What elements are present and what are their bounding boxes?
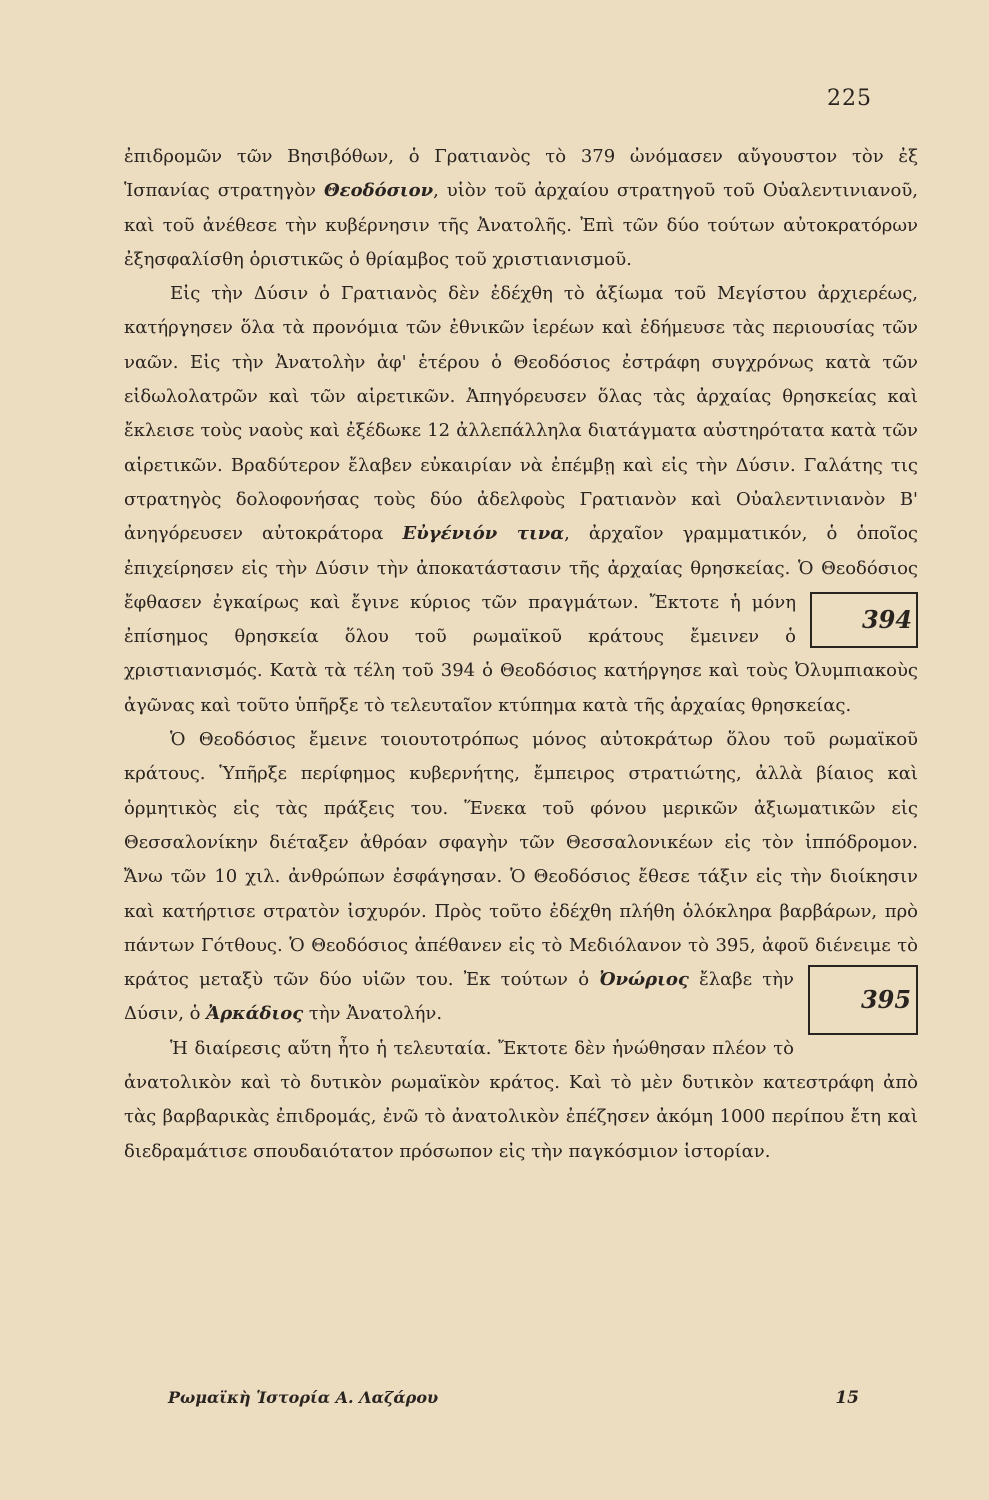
- paragraph-2: Εἰς τὴν Δύσιν ὁ Γρατιανὸς δὲν ἐδέχθη τὸ ἀξίωμα τοῦ Μεγίστου ἀρχιερέως, κατήργησεν ὅλα τὰ προνόμια τῶν ἐθνικῶν ἱερέων καὶ ἐδήμευσε τὰς περιουσίας τῶν ναῶν. Εἰς τὴν Ἀνατολὴν ἀφ' ἑτέρου ὁ Θεοδόσιος ἐστράφη συγχρόνως κατὰ τῶν εἰδωλολατρῶν καὶ τῶν αἱρετικῶν. Ἀπηγόρευσεν ὅλας τὰς ἀρχαίας θρησκείας καὶ ἔκλεισε τοὺς ναοὺς καὶ ἐξέδωκε 12 ἀλλεπάλληλα διατάγματα αὐστηρότατα κατὰ τῶν αἱρετικῶν. Βραδύτερον ἔλαβεν εὐκαιρίαν νὰ ἐπέμβῃ καὶ εἰς τὴν Δύσιν. Γαλάτης τις στρατηγὸς δολοφονήσας τοὺς δύο ἀδελφοὺς Γρατιανὸν καὶ Οὐαλεντινιανὸν Β' ἀνηγόρευσεν αὐτοκράτορα Εὐγένιόν τινα, ἀρχαῖον γραμματικόν, ὁ ὁποῖος ἐπιχείρησεν εἰς τὴν Δύσιν τὴν ἀποκατάστασιν τῆς ἀρχαίας θρησκείας. Ὁ Θεοδόσιος ἔφθασεν ἐγκαίρως καὶ ἔγινε κύριος τῶν πραγμάτων. 394 Ἔκτοτε ἡ μόνη ἐπίσημος θρησκεία ὅλου τοῦ ρωμαϊκοῦ κράτους ἔμεινεν ὁ χριστιανισμός. Κατὰ τὰ τέλη τοῦ 394 ὁ Θεοδόσιος κατήργησε καὶ τοὺς Ὀλυμπιακοὺς ἀγῶνας καὶ τοῦτο ὑπῆρξε τὸ τελευταῖον κτύπημα κατὰ τῆς ἀρχαίας θρησκείας.: [124, 283, 918, 716]
- emphasis-arcadius: Ἀρκάδιος: [206, 1003, 304, 1025]
- page-number: 225: [827, 86, 872, 111]
- paragraph-4: Ἡ διαίρεσις αὕτη ἦτο ἡ τελευταία. Ἔκτοτε δὲν ἡνώθησαν πλέον τὸ ἀνατολικὸν καὶ τὸ δυτικὸν ρωμαϊκὸν κράτος. Καὶ τὸ μὲν δυτικὸν κατεστράφη ἀπὸ τὰς βαρβαρικὰς ἐπιδρομάς, ἐνῶ τὸ ἀνατολικὸν ἐπέζησεν ἀκόμη 1000 περίπου ἔτη καὶ διεδραμάτισε σπουδαιότατον πρόσωπον εἰς τὴν παγκόσμιον ἱστορίαν.: [124, 1037, 918, 1162]
- year-box-394: 394: [810, 592, 918, 648]
- emphasis-honorius: Ὀνώριος: [599, 969, 689, 991]
- footer-title: Ρωμαϊκὴ Ἱστορία Α. Λαζάρου: [168, 1388, 439, 1407]
- body-text: [124, 140, 918, 1169]
- emphasis-eugenius: Εὐγένιόν τινα: [402, 523, 565, 545]
- paragraph-3: Ὁ Θεοδόσιος ἔμεινε τοιουτοτρόπως μόνος αὐτοκράτωρ ὅλου τοῦ ρωμαϊκοῦ κράτους. Ὑπῆρξε περίφημος κυβερνήτης, ἔμπειρος στρατιώτης, ἀλλὰ βίαιος καὶ ὁρμητικὸς εἰς τὰς πράξεις του. Ἕνεκα τοῦ φόνου μερικῶν ἀξιωματικῶν εἰς Θεσσαλονίκην διέταξεν ἀθρόαν σφαγὴν τῶν Θεσσαλονικέων εἰς τὸν ἱππόδρομον. Ἄνω τῶν 10 χιλ. ἀνθρώπων ἐσφάγησαν. Ὁ Θεοδόσιος ἔθεσε τάξιν εἰς τὴν διοίκησιν καὶ κατήρτισε στρατὸν ἰσχυρόν. Πρὸς τοῦτο ἐδέχθη πλήθη ὁλόκληρα βαρβάρων, πρὸ πάντων Γότθους. Ὁ Θεοδόσιος ἀπέθανεν εἰς τὸ Μεδιόλανον τὸ 395, ἀφοῦ 395 διένειμε τὸ κράτος μεταξὺ τῶν δύο υἱῶν του. Ἐκ τούτων ὁ Ὀνώριος ἔλαβε τὴν Δύσιν, ὁ Ἀρκάδιος τὴν Ἀνατολήν.: [124, 723, 918, 1032]
- signature-mark: 15: [835, 1388, 859, 1408]
- paragraph-1: ἐπιδρομῶν τῶν Βησιβόθων, ὁ Γρατιανὸς τὸ 379 ὠνόμασεν αὔγουστον τὸν ἐξ Ἱσπανίας στρατηγὸν Θεοδόσιον, υἱὸν τοῦ ἀρχαίου στρατηγοῦ τοῦ Οὐαλεντινιανοῦ, καὶ τοῦ ἀνέθεσε τὴν κυβέρνησιν τῆς Ἀνατολῆς. Ἐπὶ τῶν δύο τούτων αὐτοκρατόρων ἐξησφαλίσθη ὁριστικῶς ὁ θρίαμβος τοῦ χριστιανισμοῦ.: [124, 146, 918, 270]
- page-footer: [168, 1388, 889, 1407]
- year-box-395: 395: [808, 965, 918, 1035]
- emphasis-theodosius: Θεοδόσιον: [323, 180, 434, 202]
